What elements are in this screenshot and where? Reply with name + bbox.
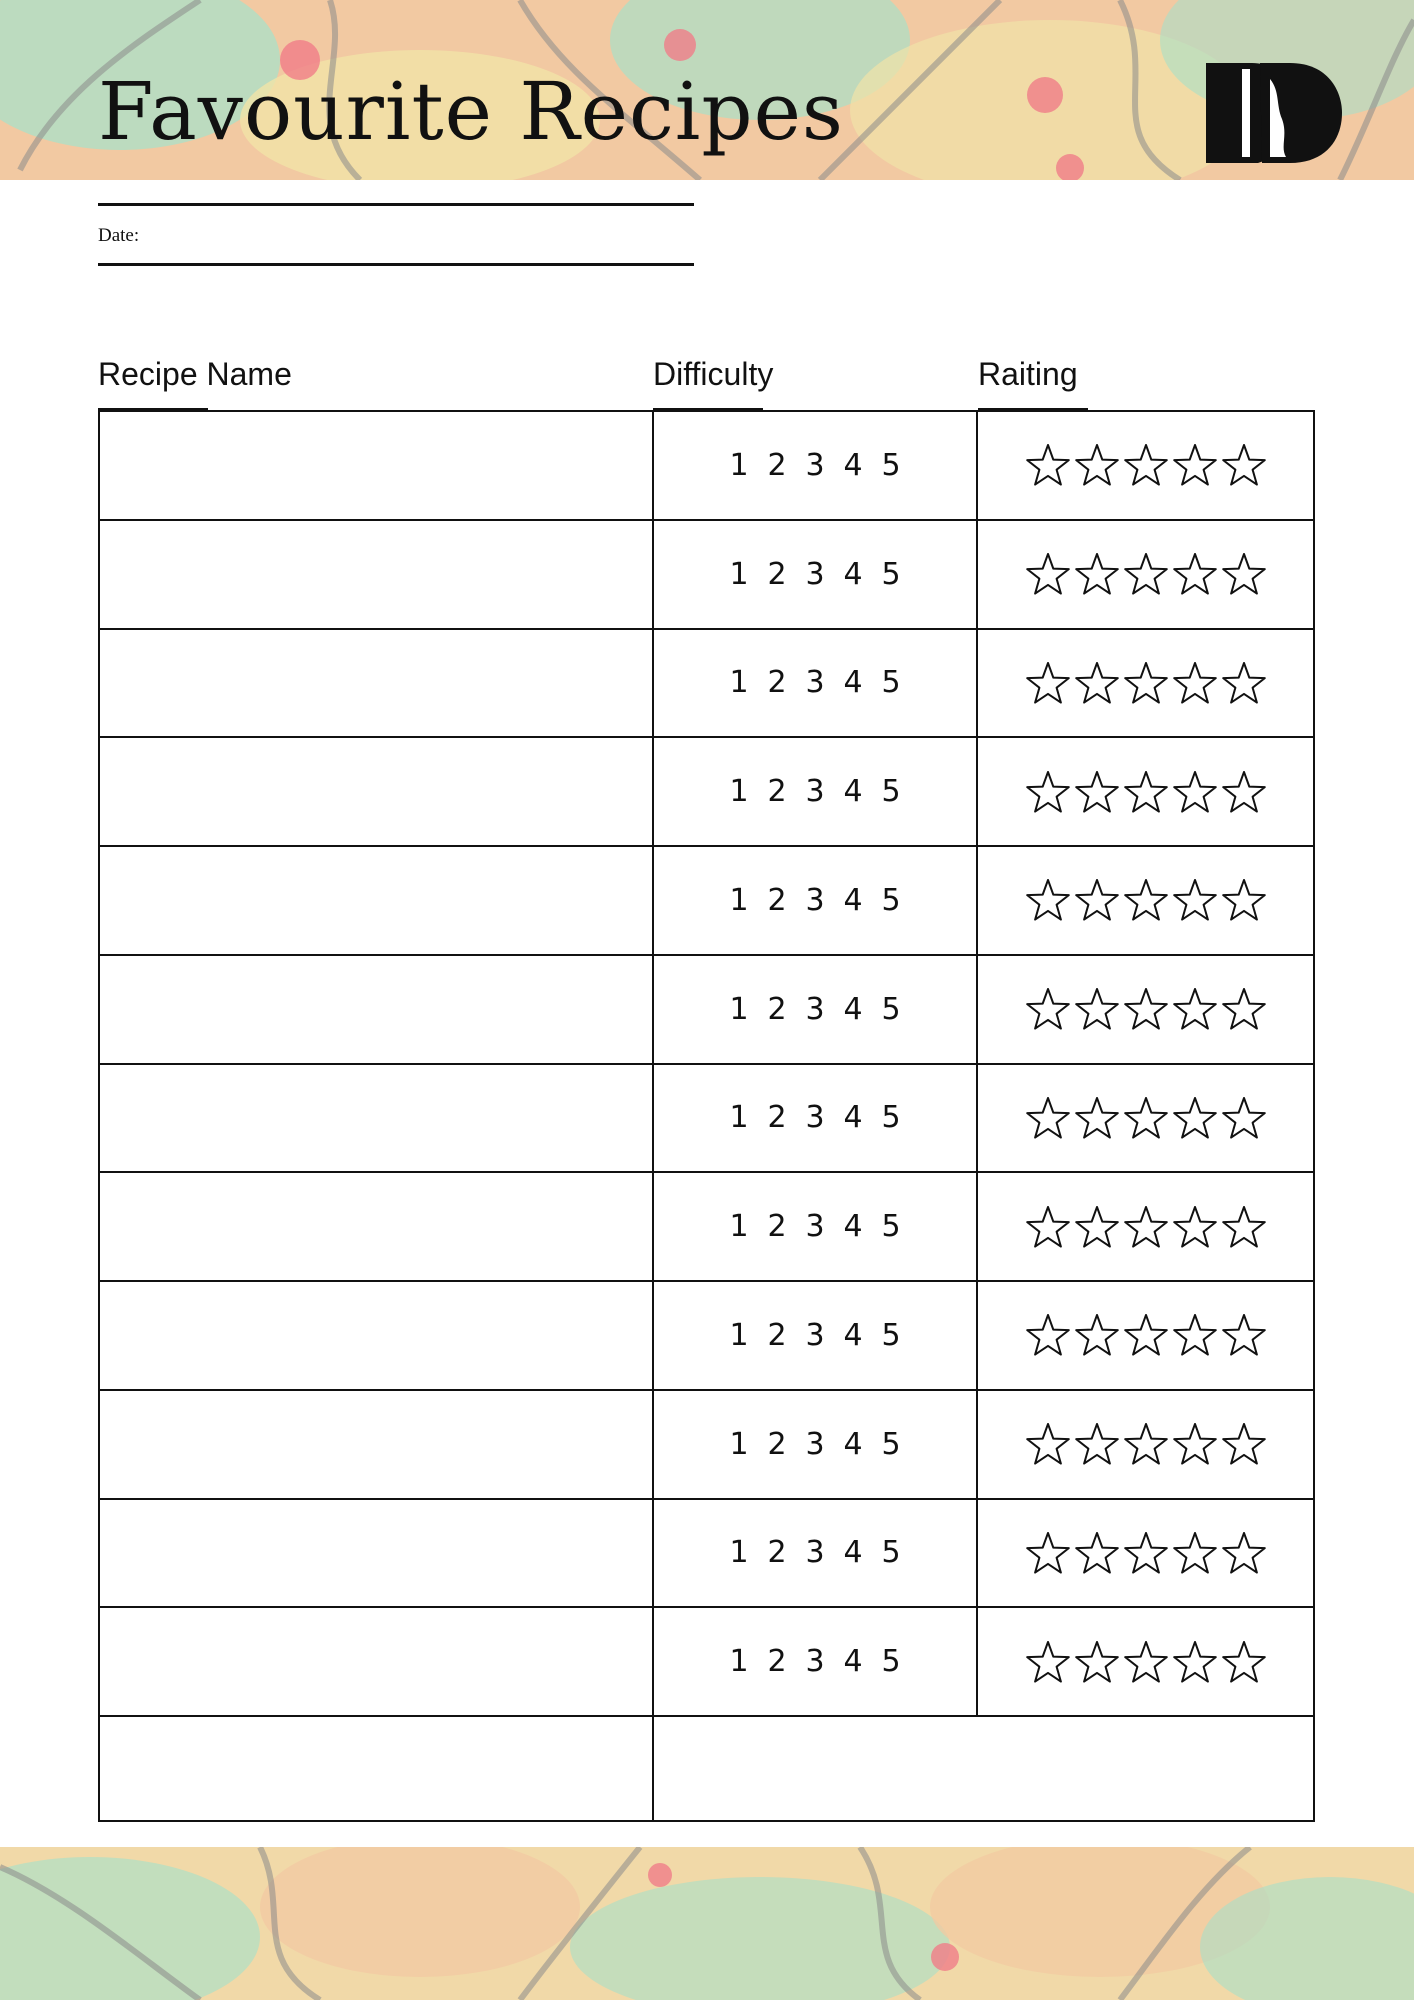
star-outline-icon[interactable] [1074, 1204, 1120, 1250]
rating-cell [976, 628, 1315, 739]
star-outline-icon[interactable] [1172, 1421, 1218, 1467]
difficulty-cell [652, 628, 978, 739]
recipe-name-cell[interactable] [98, 1715, 654, 1822]
recipe-name-cell[interactable] [98, 1171, 654, 1282]
recipe-name-cell[interactable] [98, 1389, 654, 1500]
difficulty-cell [652, 1171, 978, 1282]
star-outline-icon[interactable] [1074, 986, 1120, 1032]
difficulty-option[interactable]: 4 [843, 1317, 863, 1353]
difficulty-option[interactable]: 5 [881, 556, 901, 592]
rating-cell [976, 519, 1315, 630]
rating-cell [976, 1280, 1315, 1391]
difficulty-cell [652, 954, 978, 1065]
star-outline-icon[interactable] [1221, 1421, 1267, 1467]
difficulty-option[interactable]: 1 [729, 665, 749, 701]
star-outline-icon[interactable] [1123, 877, 1169, 923]
difficulty-option[interactable]: 2 [767, 665, 787, 701]
rating-cell [976, 736, 1315, 847]
star-outline-icon[interactable] [1123, 1095, 1169, 1141]
recipe-name-cell[interactable] [98, 519, 654, 630]
difficulty-option[interactable]: 5 [881, 1209, 901, 1245]
rating-cell [976, 954, 1315, 1065]
difficulty-option[interactable]: 2 [767, 1644, 787, 1680]
difficulty-option[interactable]: 5 [881, 1100, 901, 1136]
star-outline-icon[interactable] [1172, 1095, 1218, 1141]
rating-cell [976, 410, 1315, 521]
recipe-name-cell[interactable] [98, 1606, 654, 1717]
star-outline-icon[interactable] [1123, 1312, 1169, 1358]
difficulty-option[interactable]: 3 [805, 1209, 825, 1245]
star-outline-icon[interactable] [1123, 1530, 1169, 1576]
difficulty-cell [652, 519, 978, 630]
difficulty-option[interactable]: 1 [729, 1426, 749, 1462]
difficulty-option[interactable]: 1 [729, 556, 749, 592]
date-input-line[interactable] [98, 263, 694, 266]
star-outline-icon[interactable] [1172, 769, 1218, 815]
difficulty-option[interactable]: 1 [729, 774, 749, 810]
star-outline-icon[interactable] [1074, 1530, 1120, 1576]
difficulty-option[interactable]: 3 [805, 1426, 825, 1462]
difficulty-option[interactable]: 3 [805, 774, 825, 810]
recipe-name-cell[interactable] [98, 954, 654, 1065]
table-row [98, 410, 1315, 521]
star-outline-icon[interactable] [1172, 1530, 1218, 1576]
column-header-recipe-name: Recipe Name [98, 356, 292, 392]
page-title: Favourite Recipes [98, 65, 844, 158]
star-outline-icon[interactable] [1025, 1421, 1071, 1467]
table-row [98, 1280, 1315, 1391]
difficulty-option[interactable]: 4 [843, 882, 863, 918]
rating-cell [976, 1498, 1315, 1609]
bd-monogram-icon [1200, 55, 1345, 170]
difficulty-option[interactable]: 2 [767, 882, 787, 918]
star-outline-icon[interactable] [1123, 1204, 1169, 1250]
date-top-rule [98, 203, 694, 206]
difficulty-option[interactable]: 2 [767, 447, 787, 483]
star-outline-icon[interactable] [1221, 1312, 1267, 1358]
difficulty-option[interactable]: 2 [767, 1100, 787, 1136]
recipe-name-cell[interactable] [98, 845, 654, 956]
difficulty-option[interactable]: 5 [881, 1426, 901, 1462]
difficulty-option[interactable]: 2 [767, 991, 787, 1027]
footer-decorative-band [0, 1847, 1414, 2000]
star-outline-icon[interactable] [1074, 1421, 1120, 1467]
star-outline-icon[interactable] [1025, 877, 1071, 923]
difficulty-option[interactable]: 3 [805, 556, 825, 592]
difficulty-option[interactable]: 4 [843, 1644, 863, 1680]
star-outline-icon[interactable] [1221, 1639, 1267, 1685]
table-row [98, 628, 1315, 739]
star-outline-icon[interactable] [1025, 1312, 1071, 1358]
star-outline-icon[interactable] [1025, 986, 1071, 1032]
star-outline-icon[interactable] [1025, 1530, 1071, 1576]
star-outline-icon[interactable] [1025, 1095, 1071, 1141]
column-header-rating: Raiting [978, 356, 1078, 392]
difficulty-option[interactable]: 1 [729, 1644, 749, 1680]
table-row [98, 1606, 1315, 1717]
difficulty-option[interactable]: 1 [729, 1535, 749, 1571]
star-outline-icon[interactable] [1221, 551, 1267, 597]
star-outline-icon[interactable] [1074, 442, 1120, 488]
difficulty-option[interactable]: 1 [729, 1100, 749, 1136]
table-row [98, 1389, 1315, 1500]
difficulty-option[interactable]: 2 [767, 774, 787, 810]
star-outline-icon[interactable] [1221, 1204, 1267, 1250]
difficulty-cell [652, 1389, 978, 1500]
rating-cell [976, 1606, 1315, 1717]
rating-cell [976, 1389, 1315, 1500]
star-outline-icon[interactable] [1123, 769, 1169, 815]
star-outline-icon[interactable] [1221, 442, 1267, 488]
star-outline-icon[interactable] [1025, 1204, 1071, 1250]
rating-cell [976, 1171, 1315, 1282]
difficulty-option[interactable]: 3 [805, 991, 825, 1027]
difficulty-option[interactable]: 4 [843, 447, 863, 483]
difficulty-option[interactable]: 1 [729, 991, 749, 1027]
star-outline-icon[interactable] [1123, 442, 1169, 488]
difficulty-option[interactable]: 3 [805, 1644, 825, 1680]
star-outline-icon[interactable] [1025, 551, 1071, 597]
difficulty-option[interactable]: 2 [767, 1209, 787, 1245]
difficulty-option[interactable]: 3 [805, 447, 825, 483]
recipe-name-cell[interactable] [98, 1280, 654, 1391]
difficulty-option[interactable]: 5 [881, 882, 901, 918]
rating-cell [976, 845, 1315, 956]
star-outline-icon[interactable] [1074, 551, 1120, 597]
recipe-name-cell[interactable] [98, 736, 654, 847]
difficulty-cell [652, 410, 978, 521]
table-row [98, 736, 1315, 847]
star-outline-icon[interactable] [1221, 1095, 1267, 1141]
star-outline-icon[interactable] [1074, 1095, 1120, 1141]
star-outline-icon[interactable] [1221, 769, 1267, 815]
recipe-name-cell[interactable] [98, 410, 654, 521]
table-row [98, 519, 1315, 630]
recipe-name-cell[interactable] [98, 1063, 654, 1174]
star-outline-icon[interactable] [1221, 877, 1267, 923]
difficulty-option[interactable]: 3 [805, 665, 825, 701]
star-outline-icon[interactable] [1074, 660, 1120, 706]
recipe-name-cell[interactable] [98, 1498, 654, 1609]
difficulty-option[interactable]: 1 [729, 882, 749, 918]
recipe-name-cell[interactable] [98, 628, 654, 739]
difficulty-cell [652, 736, 978, 847]
difficulty-option[interactable]: 4 [843, 1426, 863, 1462]
star-outline-icon[interactable] [1221, 1530, 1267, 1576]
difficulty-option[interactable]: 2 [767, 556, 787, 592]
difficulty-cell [652, 1498, 978, 1609]
difficulty-option[interactable]: 2 [767, 1426, 787, 1462]
table-row [98, 845, 1315, 956]
table-row [98, 1171, 1315, 1282]
table-row [98, 954, 1315, 1065]
difficulty-cell [652, 1280, 978, 1391]
difficulty-option[interactable]: 1 [729, 447, 749, 483]
star-outline-icon[interactable] [1074, 769, 1120, 815]
difficulty-option[interactable]: 5 [881, 1317, 901, 1353]
difficulty-cell [652, 1063, 978, 1174]
difficulty-option[interactable]: 1 [729, 1209, 749, 1245]
difficulty-option[interactable]: 2 [767, 1317, 787, 1353]
star-outline-icon[interactable] [1123, 551, 1169, 597]
star-outline-icon[interactable] [1123, 660, 1169, 706]
star-outline-icon[interactable] [1221, 986, 1267, 1032]
star-outline-icon[interactable] [1074, 877, 1120, 923]
difficulty-option[interactable]: 4 [843, 1535, 863, 1571]
difficulty-option[interactable]: 5 [881, 1644, 901, 1680]
star-outline-icon[interactable] [1172, 1312, 1218, 1358]
difficulty-option[interactable]: 4 [843, 1100, 863, 1136]
star-outline-icon[interactable] [1025, 660, 1071, 706]
difficulty-option[interactable]: 4 [843, 774, 863, 810]
table-row [98, 1498, 1315, 1609]
difficulty-option[interactable]: 3 [805, 1317, 825, 1353]
star-outline-icon[interactable] [1025, 1639, 1071, 1685]
notes-cell[interactable] [652, 1715, 1315, 1822]
difficulty-option[interactable]: 3 [805, 1535, 825, 1571]
star-outline-icon[interactable] [1172, 660, 1218, 706]
difficulty-option[interactable]: 5 [881, 774, 901, 810]
star-outline-icon[interactable] [1123, 1421, 1169, 1467]
difficulty-option[interactable]: 4 [843, 991, 863, 1027]
column-header-difficulty: Difficulty [653, 356, 774, 392]
date-label: Date: [98, 225, 140, 246]
star-outline-icon[interactable] [1172, 986, 1218, 1032]
difficulty-option[interactable]: 1 [729, 1317, 749, 1353]
difficulty-option[interactable]: 5 [881, 991, 901, 1027]
difficulty-option[interactable]: 5 [881, 447, 901, 483]
difficulty-option[interactable]: 5 [881, 665, 901, 701]
difficulty-cell [652, 845, 978, 956]
star-outline-icon[interactable] [1172, 1639, 1218, 1685]
star-outline-icon[interactable] [1172, 551, 1218, 597]
rating-cell [976, 1063, 1315, 1174]
difficulty-option[interactable]: 4 [843, 556, 863, 592]
star-outline-icon[interactable] [1123, 986, 1169, 1032]
table-row [98, 1063, 1315, 1174]
star-outline-icon[interactable] [1172, 1204, 1218, 1250]
star-outline-icon[interactable] [1221, 660, 1267, 706]
difficulty-option[interactable]: 4 [843, 665, 863, 701]
star-outline-icon[interactable] [1074, 1639, 1120, 1685]
difficulty-cell [652, 1606, 978, 1717]
star-outline-icon[interactable] [1172, 877, 1218, 923]
difficulty-option[interactable]: 4 [843, 1209, 863, 1245]
recipe-table [98, 410, 1315, 1823]
star-outline-icon[interactable] [1172, 442, 1218, 488]
star-outline-icon[interactable] [1074, 1312, 1120, 1358]
difficulty-option[interactable]: 5 [881, 1535, 901, 1571]
difficulty-option[interactable]: 2 [767, 1535, 787, 1571]
star-outline-icon[interactable] [1025, 442, 1071, 488]
difficulty-option[interactable]: 3 [805, 1100, 825, 1136]
difficulty-option[interactable]: 3 [805, 882, 825, 918]
table-row [98, 1715, 1315, 1822]
star-outline-icon[interactable] [1123, 1639, 1169, 1685]
star-outline-icon[interactable] [1025, 769, 1071, 815]
